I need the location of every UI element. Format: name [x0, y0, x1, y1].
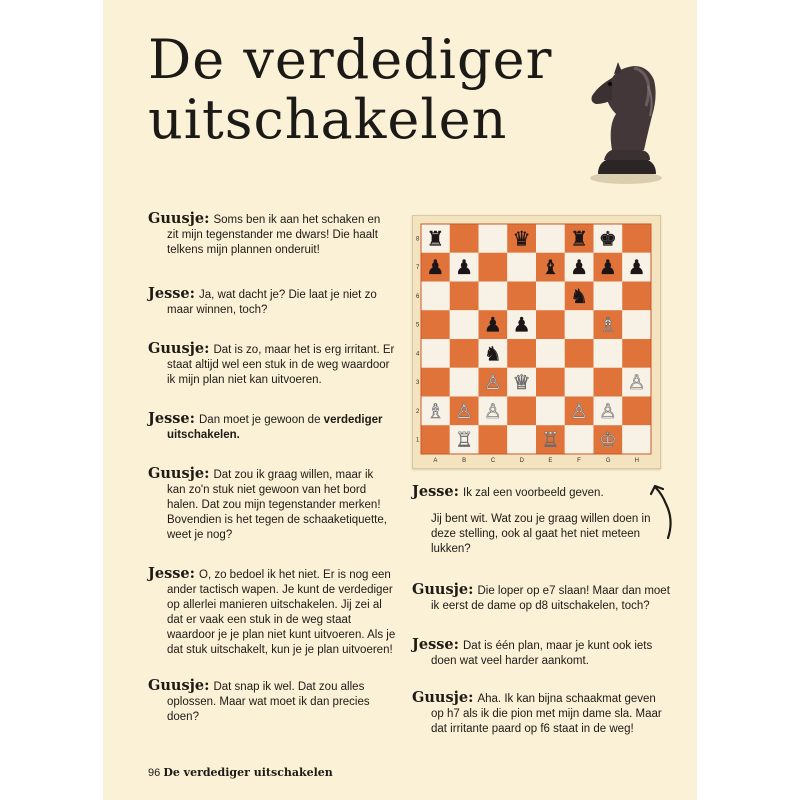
- rank-label: 8: [416, 236, 420, 243]
- chess-piece-white-h3: ♙: [627, 370, 646, 395]
- chess-piece-white-b2: ♙: [455, 398, 474, 423]
- chess-piece-white-d3: ♕: [512, 370, 531, 395]
- board-square: [622, 339, 651, 368]
- page-title: De verdediger uitschakelen: [148, 28, 553, 151]
- chess-piece-black-d8: ♛: [512, 226, 531, 251]
- board-square: [421, 282, 450, 311]
- board-square: [507, 339, 536, 368]
- speaker-label: Jesse:: [148, 285, 195, 302]
- chess-piece-white-e1: ♖: [541, 427, 560, 452]
- board-square: [450, 310, 479, 339]
- black-knight-illustration: [578, 56, 664, 186]
- board-square: [594, 368, 623, 397]
- footer-title: De verdediger uitschakelen: [163, 766, 333, 779]
- file-label: H: [634, 458, 639, 464]
- dialogue-block: Jesse: Ja, wat dacht je? Die laat je niet zo maar winnen, toch?: [148, 285, 377, 316]
- board-square: [565, 339, 594, 368]
- chess-piece-black-d5: ♟: [512, 312, 531, 337]
- curved-arrow-icon: [648, 480, 676, 542]
- chess-piece-black-a7: ♟: [426, 255, 445, 280]
- chess-piece-white-g1: ♔: [598, 427, 617, 452]
- file-label: B: [462, 458, 467, 464]
- chess-piece-black-g7: ♟: [598, 255, 617, 280]
- dialogue-block: Guusje: Dat zou ik graag willen, maar ik kan zo'n stuk niet gewoon van het bord halen. Dat zou mijn tegenstander merken! Bovendien is het tegen de schaaketiquette, weet je nog?: [148, 465, 387, 541]
- chess-diagram: [412, 215, 661, 469]
- board-square: [536, 224, 565, 253]
- file-label: A: [433, 458, 438, 464]
- board-square: [507, 282, 536, 311]
- speaker-label: Jesse:: [412, 483, 459, 500]
- speaker-label: Guusje:: [148, 340, 210, 357]
- board-square: [450, 282, 479, 311]
- board-square: [622, 282, 651, 311]
- page-number: 96: [148, 767, 161, 779]
- board-square: [622, 397, 651, 426]
- chess-piece-black-a8: ♜: [426, 226, 445, 251]
- board-square: [565, 310, 594, 339]
- chess-piece-white-c2: ♙: [483, 398, 502, 423]
- dialogue-block: Jesse: Dat is één plan, maar je kunt ook iets doen wat veel harder aankomt.: [412, 636, 653, 667]
- rank-label: 4: [416, 351, 420, 358]
- chess-piece-black-b7: ♟: [455, 255, 474, 280]
- rank-label: 6: [416, 293, 420, 300]
- chess-piece-white-b1: ♖: [455, 427, 474, 452]
- file-label: F: [577, 458, 581, 464]
- board-square: [507, 425, 536, 454]
- board-square: [421, 339, 450, 368]
- dialogue-block: Jij bent wit. Wat zou je graag willen doen in deze stelling, ook al gaat het niet meteen lukken?: [431, 513, 651, 555]
- board-square: [536, 282, 565, 311]
- board-square: [450, 368, 479, 397]
- board-square: [536, 310, 565, 339]
- board-square: [622, 425, 651, 454]
- chess-piece-black-e7: ♝: [541, 255, 560, 280]
- chess-piece-black-h7: ♟: [627, 255, 646, 280]
- board-square: [536, 368, 565, 397]
- board-square: [450, 224, 479, 253]
- board-square: [507, 253, 536, 282]
- file-label: G: [605, 458, 611, 464]
- board-square: [536, 339, 565, 368]
- chess-piece-white-c3: ♙: [483, 370, 502, 395]
- board-square: [421, 425, 450, 454]
- dialogue-block: Jesse: O, zo bedoel ik het niet. Er is nog een ander tactisch wapen. Je kunt de verdediger op allerlei manieren uitschakelen. Jij zei al dat er vaak een stuk in de weg staat waardoor je je plan niet kunt uitvoeren. Als je dat stuk uitschakelt, kun je je plan uitvoeren!: [148, 565, 396, 656]
- dialogue-block: Jesse: Ik zal een voorbeeld geven.: [412, 483, 604, 500]
- speaker-label: Guusje:: [412, 689, 474, 706]
- chess-piece-black-f7: ♟: [570, 255, 589, 280]
- chess-board: [413, 216, 660, 468]
- speaker-label: Guusje:: [148, 210, 210, 227]
- board-square: [507, 397, 536, 426]
- board-square: [421, 310, 450, 339]
- chess-piece-white-g5: ♗: [598, 312, 617, 337]
- dialogue-block: Jesse: Dan moet je gewoon de verdediger uitschakelen.: [148, 410, 383, 441]
- chess-piece-white-g2: ♙: [598, 398, 617, 423]
- board-square: [622, 224, 651, 253]
- board-square: [622, 310, 651, 339]
- board-square: [565, 368, 594, 397]
- board-square: [479, 425, 508, 454]
- rank-label: 5: [416, 322, 420, 329]
- dialogue-block: Guusje: Aha. Ik kan bijna schaakmat geven op h7 als ik die pion met mijn dame sla. Maar dat irritante paard op f6 staat in de weg!: [412, 689, 662, 735]
- rank-label: 2: [416, 408, 420, 415]
- file-label: D: [519, 458, 524, 464]
- rank-label: 1: [416, 437, 420, 444]
- dialogue-block: Guusje: Soms ben ik aan het schaken en zit mijn tegenstander me dwars! Die haalt telkens mijn plannen onderuit!: [148, 210, 381, 256]
- speaker-label: Guusje:: [148, 677, 210, 694]
- speaker-label: Guusje:: [412, 581, 474, 598]
- rank-label: 3: [416, 380, 420, 387]
- speaker-label: Jesse:: [148, 565, 195, 582]
- file-label: E: [548, 458, 553, 464]
- chess-piece-black-g8: ♚: [598, 226, 617, 251]
- dialogue-block: Guusje: Dat snap ik wel. Dat zou alles oplossen. Maar wat moet ik dan precies doen?: [148, 677, 370, 723]
- dialogue-block: Guusje: Die loper op e7 slaan! Maar dan moet ik eerst de dame op d8 uitschakelen, toch?: [412, 581, 670, 612]
- board-square: [450, 339, 479, 368]
- board-square: [479, 224, 508, 253]
- board-square: [479, 282, 508, 311]
- board-square: [565, 425, 594, 454]
- chess-piece-black-f8: ♜: [570, 226, 589, 251]
- rank-label: 7: [416, 265, 420, 272]
- chess-piece-black-f6: ♞: [570, 283, 589, 308]
- dialogue-block: Guusje: Dat is zo, maar het is erg irritant. Er staat altijd wel een stuk in de weg waardoor ik mijn plan niet kan uitvoeren.: [148, 340, 395, 386]
- board-square: [594, 282, 623, 311]
- board-square: [479, 253, 508, 282]
- chess-piece-white-f2: ♙: [570, 398, 589, 423]
- board-square: [536, 397, 565, 426]
- chess-piece-black-c5: ♟: [483, 312, 502, 337]
- speaker-label: Jesse:: [412, 636, 459, 653]
- chess-piece-white-a2: ♗: [426, 398, 445, 423]
- page-footer: [148, 766, 333, 779]
- board-square: [421, 368, 450, 397]
- file-label: C: [490, 458, 496, 464]
- speaker-label: Guusje:: [148, 465, 210, 482]
- speaker-label: Jesse:: [148, 410, 195, 427]
- board-square: [594, 339, 623, 368]
- chess-piece-black-c4: ♞: [483, 341, 502, 366]
